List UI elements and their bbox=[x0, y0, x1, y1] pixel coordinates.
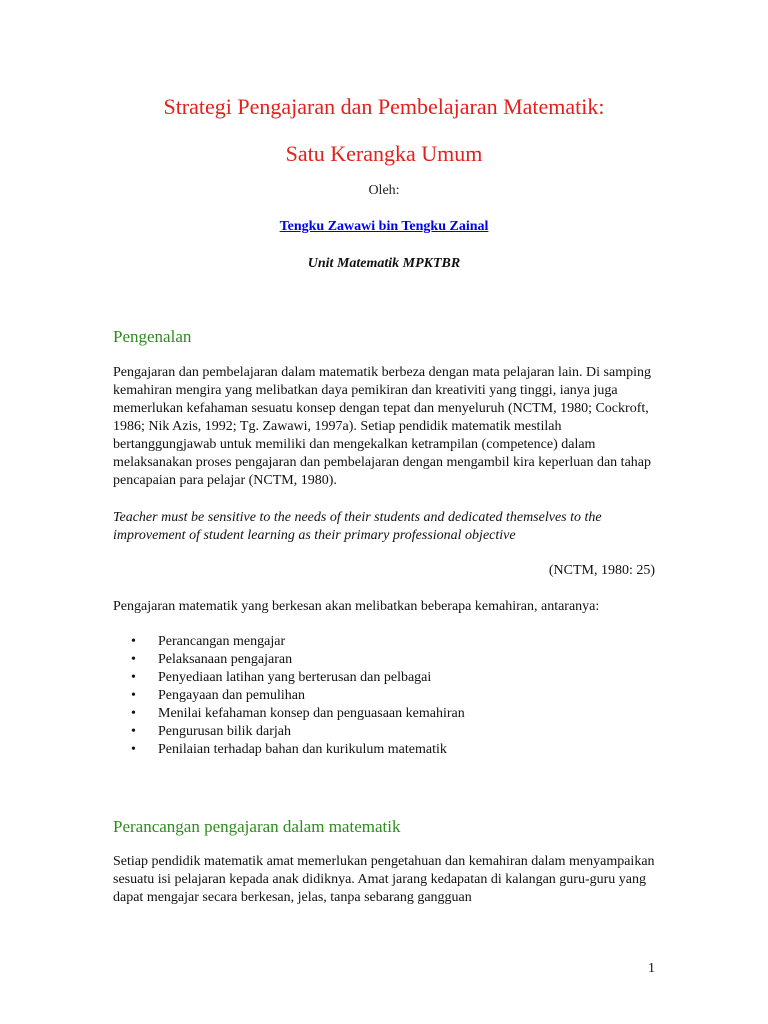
quote-text: Teacher must be sensitive to the needs of their students and dedicated themselves to the improvement of student learning as their primary professional objective bbox=[113, 510, 602, 543]
list-item-text: Pengurusan bilik darjah bbox=[158, 724, 291, 739]
list-intro: Pengajaran matematik yang berkesan akan melibatkan beberapa kemahiran, antaranya: bbox=[113, 599, 600, 614]
author-link[interactable]: Tengku Zawawi bin Tengku Zainal bbox=[279, 219, 489, 234]
list-item bbox=[113, 651, 465, 669]
intro-paragraph: Pengajaran dan pembelajaran dalam matematik berbeza dengan mata pelajaran lain. Di samping kemahiran mengira yang melibatkan daya pemikiran dan kreativiti yang tinggi, ianya juga memerlukan kefahaman sesuatu konsep dengan tepat dan menyeluruh (NCTM, 1980; Cockroft, 1986; Nik Azis, 1992; Tg. Zawawi, 1997a). Setiap pendidik matematik mestilah bertanggungjawab untuk memiliki dan mengekalkan ketrampilan (competence) dalam melaksanakan proses pengajaran dan pembelajaran dengan mengambil kira keperluan dan tahap pencapaian para pelajar (NCTM, 1980). bbox=[113, 365, 651, 488]
list-item-text: Menilai kefahaman konsep dan penguasaan kemahiran bbox=[158, 706, 465, 721]
list-item bbox=[113, 723, 465, 741]
bullet-icon: • bbox=[131, 652, 136, 667]
skills-list bbox=[113, 633, 465, 759]
list-item bbox=[113, 669, 465, 687]
list-item-text: Pengayaan dan pemulihan bbox=[158, 688, 305, 703]
bullet-icon: • bbox=[131, 688, 136, 703]
page-number: 1 bbox=[648, 961, 655, 976]
list-item-text: Penilaian terhadap bahan dan kurikulum matematik bbox=[158, 742, 447, 757]
perancangan-paragraph: Setiap pendidik matematik amat memerlukan pengetahuan dan kemahiran dalam menyampaikan sesuatu isi pelajaran kepada anak didiknya. Amat jarang kedapatan di kalangan guru-guru yang dapat mengajar secara berkesan, jelas, tanpa sebarang gangguan bbox=[113, 854, 655, 905]
list-item bbox=[113, 741, 465, 759]
list-item-text: Penyediaan latihan yang berterusan dan pelbagai bbox=[158, 670, 432, 685]
bullet-icon: • bbox=[131, 742, 136, 757]
list-item bbox=[113, 705, 465, 723]
section-heading-perancangan: Perancangan pengajaran dalam matematik bbox=[113, 817, 401, 836]
bullet-icon: • bbox=[131, 724, 136, 739]
byline-label: Oleh: bbox=[368, 183, 400, 198]
quote-citation: (NCTM, 1980: 25) bbox=[548, 563, 655, 578]
list-item bbox=[113, 687, 465, 705]
list-item-text: Pelaksanaan pengajaran bbox=[158, 652, 293, 667]
bullet-icon: • bbox=[131, 634, 136, 649]
list-item-text: Perancangan mengajar bbox=[158, 634, 286, 649]
bullet-icon: • bbox=[131, 670, 136, 685]
author-line bbox=[0, 219, 768, 235]
title-line-2: Satu Kerangka Umum bbox=[285, 141, 483, 166]
list-item bbox=[113, 633, 465, 651]
unit-label: Unit Matematik MPKTBR bbox=[307, 256, 461, 271]
section-heading-pengenalan: Pengenalan bbox=[113, 327, 192, 346]
title-line-1: Strategi Pengajaran dan Pembelajaran Matematik: bbox=[163, 94, 605, 119]
bullet-icon: • bbox=[131, 706, 136, 721]
